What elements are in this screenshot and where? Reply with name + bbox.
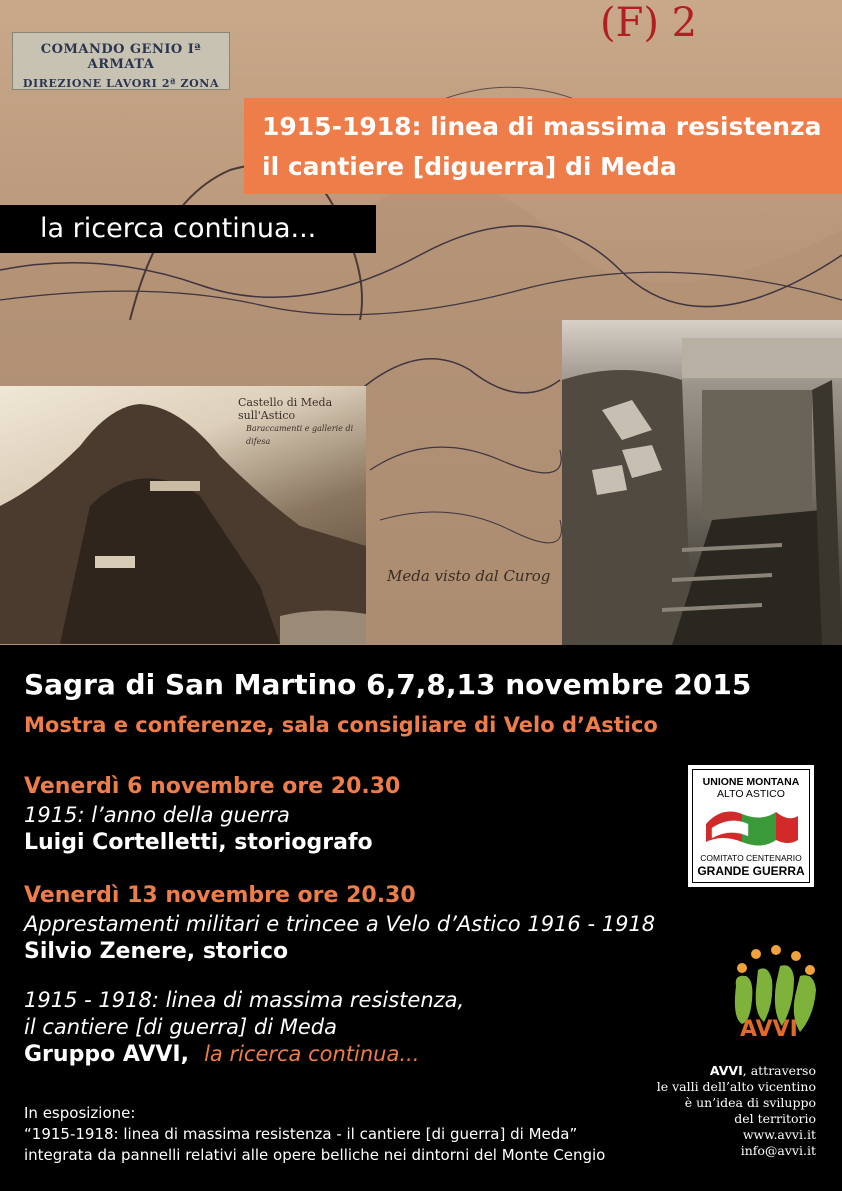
talk-2-date: Venerdì 13 novembre ore 20.30 (24, 883, 416, 908)
tagline-box (0, 205, 376, 253)
stamp-line1: COMANDO GENIO Iª ARMATA (40, 42, 202, 72)
title-banner (244, 98, 842, 194)
avvi-name: AVVI (709, 1063, 743, 1078)
avvi-logo (730, 944, 822, 1038)
logo-bot1: COMITATO CENTENARIO (700, 853, 802, 863)
avvi-line4: del territorio (734, 1111, 816, 1126)
talk-3 (24, 988, 464, 1067)
logo-top2: ALTO ASTICO (717, 788, 785, 800)
unione-montana-logo (686, 763, 816, 889)
avvi-info (657, 1063, 816, 1159)
talk-3-group-line (24, 1042, 464, 1067)
talk-2-title: Apprestamenti militari e trincee a Velo d’Astico 1916 - 1918 (24, 912, 656, 936)
photo-caption-line2: Baraccamenti e gallerie di difesa (246, 424, 354, 446)
archive-stamp (12, 32, 230, 90)
talk-3-title1: 1915 - 1918: linea di massima resistenza, (24, 988, 465, 1012)
avvi-line3: è un’idea di sviluppo (684, 1095, 816, 1110)
avvi-line1: , attraverso (742, 1063, 816, 1078)
handwritten-mark: (F) 2 (600, 0, 698, 46)
talk-1-title: 1915: l’anno della guerra (24, 803, 290, 827)
talk-1 (24, 774, 400, 855)
avvi-website[interactable]: www.avvi.it (742, 1127, 816, 1142)
exhibition-info (24, 1103, 605, 1166)
talk-3-tag: la ricerca continua... (204, 1042, 420, 1066)
talk-2-speaker: Silvio Zenere, storico (24, 939, 289, 964)
talk-3-title2: il cantiere [di guerra] di Meda (24, 1015, 337, 1039)
avvi-line2: le valli dell’alto vicentino (656, 1079, 816, 1094)
expo-line1: “1915-1918: linea di massima resistenza - il cantiere [di guerra] di Meda” (24, 1125, 578, 1143)
avvi-email[interactable]: info@avvi.it (740, 1143, 816, 1158)
trench-photo (562, 320, 842, 645)
talk-3-group: Gruppo AVVI, (24, 1042, 189, 1067)
talk-2 (24, 883, 655, 964)
expo-line2: integrata da pannelli relativi alle opere belliche nei dintorni del Monte Cengio (24, 1146, 606, 1164)
banner-line2: il cantiere [diguerra] di Meda (262, 152, 677, 181)
logo-top1: UNIONE MONTANA (702, 776, 800, 788)
banner-line1: 1915-1918: linea di massima resistenza (262, 112, 822, 141)
event-subtitle: Mostra e conferenze, sala consigliare di Velo d’Astico (24, 713, 658, 737)
talk-1-date: Venerdì 6 novembre ore 20.30 (24, 774, 401, 799)
tagline: la ricerca continua... (40, 213, 317, 244)
photo-caption (238, 396, 366, 448)
stamp-line2: DIREZIONE LAVORI 2ª ZONA (22, 77, 220, 90)
photo-caption-line1: Castello di Meda sull'Astico (238, 396, 333, 422)
sketch-caption: Meda visto dal Curog (387, 567, 551, 585)
italian-flag-icon (702, 802, 802, 846)
castle-photo (0, 386, 366, 644)
avvi-logo-text: AVVI (740, 1017, 798, 1038)
trench-shape (562, 320, 842, 645)
expo-heading: In esposizione: (24, 1104, 136, 1122)
logo-bot2: GRANDE GUERRA (697, 864, 805, 878)
event-title: Sagra di San Martino 6,7,8,13 novembre 2015 (24, 668, 752, 701)
talk-1-speaker: Luigi Cortelletti, storiografo (24, 830, 373, 855)
